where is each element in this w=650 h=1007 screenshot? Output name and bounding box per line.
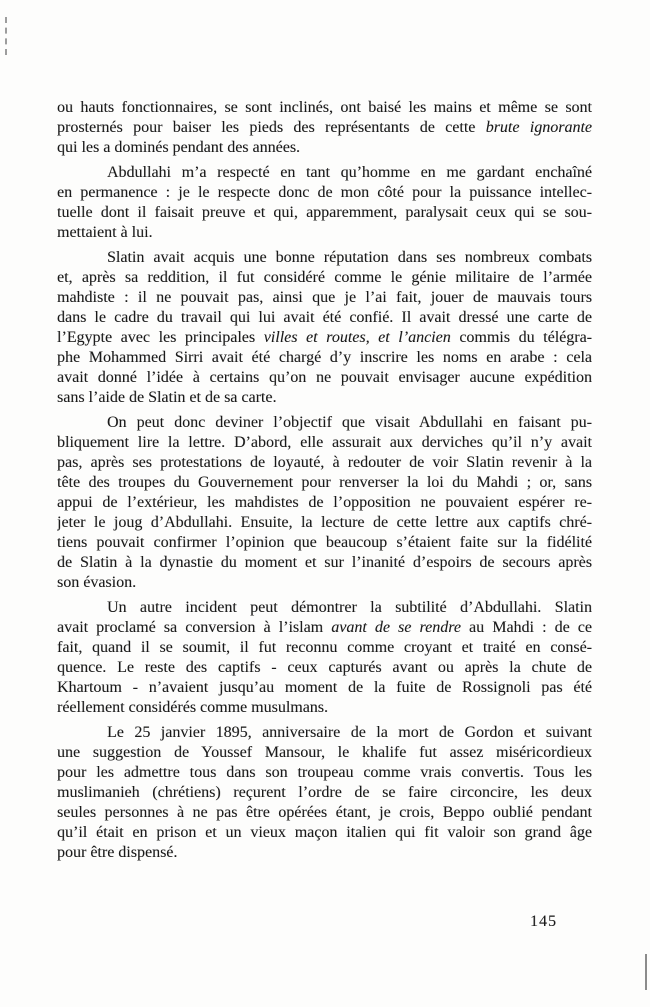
text-line: [57, 203, 592, 223]
scan-artifact-edge-line: [645, 954, 647, 990]
paragraph: [57, 413, 592, 593]
text-segment: quence. Le reste des captifs - ceux capturés avant ou après la chute de: [57, 659, 592, 676]
text-segment: une suggestion de Youssef Mansour, le khalife fut assez miséricordieux: [57, 744, 592, 761]
text-segment: Khartoum - n’avaient jusqu’au moment de la fuite de Rossignoli pas été: [57, 679, 592, 696]
text-line: [57, 618, 592, 638]
text-segment: jeter le joug d’Abdullahi. Ensuite, la lecture de cette lettre aux captifs chré-: [57, 514, 592, 531]
text-segment: pas, après ses protestations de loyauté, à redouter de voir Slatin revenir à la: [57, 454, 592, 471]
text-line: [57, 413, 592, 433]
text-line: [57, 843, 592, 863]
text-line: [57, 118, 592, 138]
text-segment: mettaient à lui.: [57, 224, 153, 241]
scan-artifact-dashed-line: [5, 17, 7, 55]
text-line: [57, 368, 592, 388]
text-line: [57, 573, 592, 593]
paragraph: [57, 248, 592, 408]
text-line: [57, 638, 592, 658]
text-segment: Abdullahi m’a respecté en tant qu’homme en me gardant enchaîné: [107, 164, 592, 181]
text-line: [57, 533, 592, 553]
text-segment: et, après sa reddition, il fut considéré comme le génie militaire de l’armée: [57, 269, 592, 286]
text-segment: On peut donc deviner l’objectif que visait Abdullahi en faisant pu-: [107, 414, 592, 431]
text-line: [57, 723, 592, 743]
text-line: [57, 248, 592, 268]
text-segment: tuelle dont il faisait preuve et qui, apparemment, paralysait ceux qui se sou-: [57, 204, 592, 221]
paragraph: [57, 598, 592, 718]
text-line: [57, 433, 592, 453]
text-segment: qu’il était en prison et un vieux maçon italien qui fit valoir son grand âge: [57, 824, 592, 841]
text-line: [57, 658, 592, 678]
text-line: [57, 743, 592, 763]
text-line: [57, 348, 592, 368]
text-segment: tiens pouvait confirmer l’opinion que beaucoup s’étaient faite sur la fidélité: [57, 534, 592, 551]
text-segment: bliquement lire la lettre. D’abord, elle assurait aux derviches qu’il n’y avait: [57, 434, 592, 451]
text-line: [57, 268, 592, 288]
text-line: [57, 288, 592, 308]
text-segment: réellement considérés comme musulmans.: [57, 699, 329, 716]
text-line: [57, 388, 592, 408]
text-line: [57, 183, 592, 203]
text-segment: seules personnes à ne pas être opérées étant, je crois, Beppo oublié pendant: [57, 804, 592, 821]
text-line: [57, 598, 592, 618]
text-segment: dans le cadre du travail qui lui avait été confié. Il avait dressé une carte de: [57, 309, 592, 326]
text-segment: Slatin avait acquis une bonne réputation dans ses nombreux combats: [107, 249, 592, 266]
text-line: [57, 783, 592, 803]
text-segment: tête des troupes du Gouvernement pour renverser la loi du Mahdi ; or, sans: [57, 474, 592, 491]
text-segment: appui de l’extérieur, les mahdistes de l’opposition ne pouvaient espérer re-: [57, 494, 592, 511]
text-line: [57, 328, 592, 348]
text-segment: mahdiste : il ne pouvait pas, ainsi que je l’ai fait, jouer de mauvais tours: [57, 289, 592, 306]
text-line: [57, 453, 592, 473]
text-line: [57, 163, 592, 183]
text-line: [57, 473, 592, 493]
text-segment: ou hauts fonctionnaires, se sont inclinés, ont baisé les mains et même se sont: [57, 99, 592, 116]
text-line: [57, 513, 592, 533]
text-segment: Un autre incident peut démontrer la subtilité d’Abdullahi. Slatin: [107, 599, 592, 616]
text-segment: commis du télégra-: [450, 329, 592, 346]
paragraph: [57, 723, 592, 863]
text-segment: l’Egypte avec les principales: [57, 329, 264, 346]
text-segment: qui les a dominés pendant des années.: [57, 139, 301, 156]
text-line: [57, 308, 592, 328]
text-segment: son évasion.: [57, 574, 137, 591]
text-line: [57, 678, 592, 698]
text-segment: muslimanieh (chrétiens) reçurent l’ordre de se faire circoncire, les deux: [57, 784, 592, 801]
page-number: 145: [530, 913, 557, 930]
italic-text-segment: brute ignorante: [485, 119, 592, 136]
text-segment: Le 25 janvier 1895, anniversaire de la mort de Gordon et suivant: [107, 724, 592, 741]
text-segment: fait, quand il se soumit, il fut reconnu comme croyant et traité en consé-: [57, 639, 592, 656]
text-line: [57, 138, 592, 158]
text-segment: prosternés pour baiser les pieds des représentants de cette: [57, 119, 486, 136]
text-segment: au Mahdi : de ce: [460, 619, 592, 636]
text-segment: de Slatin à la dynastie du moment et sur l’inanité d’espoirs de secours après: [57, 554, 592, 571]
text-segment: phe Mohammed Sirri avait été chargé d’y inscrire les noms en arabe : cela: [57, 349, 592, 366]
text-segment: pour les admettre tous dans son troupeau comme vrais convertis. Tous les: [57, 764, 592, 781]
text-line: [57, 803, 592, 823]
text-segment: sans l’aide de Slatin et de sa carte.: [57, 389, 277, 406]
paragraph: [57, 163, 592, 243]
text-line: [57, 553, 592, 573]
page-text-block: [57, 98, 592, 868]
text-segment: avait proclamé sa conversion à l’islam: [57, 619, 332, 636]
text-line: [57, 493, 592, 513]
text-line: [57, 223, 592, 243]
text-line: [57, 763, 592, 783]
italic-text-segment: villes et routes, et l’ancien: [263, 329, 451, 346]
text-segment: avait donné l’idée à certains qu’on ne pouvait envisager aucune expédition: [57, 369, 592, 386]
text-line: [57, 698, 592, 718]
italic-text-segment: avant de se rendre: [331, 619, 461, 636]
paragraph: [57, 98, 592, 158]
text-line: [57, 823, 592, 843]
text-line: [57, 98, 592, 118]
text-segment: en permanence : je le respecte donc de mon côté pour la puissance intellec-: [57, 184, 592, 201]
text-segment: pour être dispensé.: [57, 844, 178, 861]
